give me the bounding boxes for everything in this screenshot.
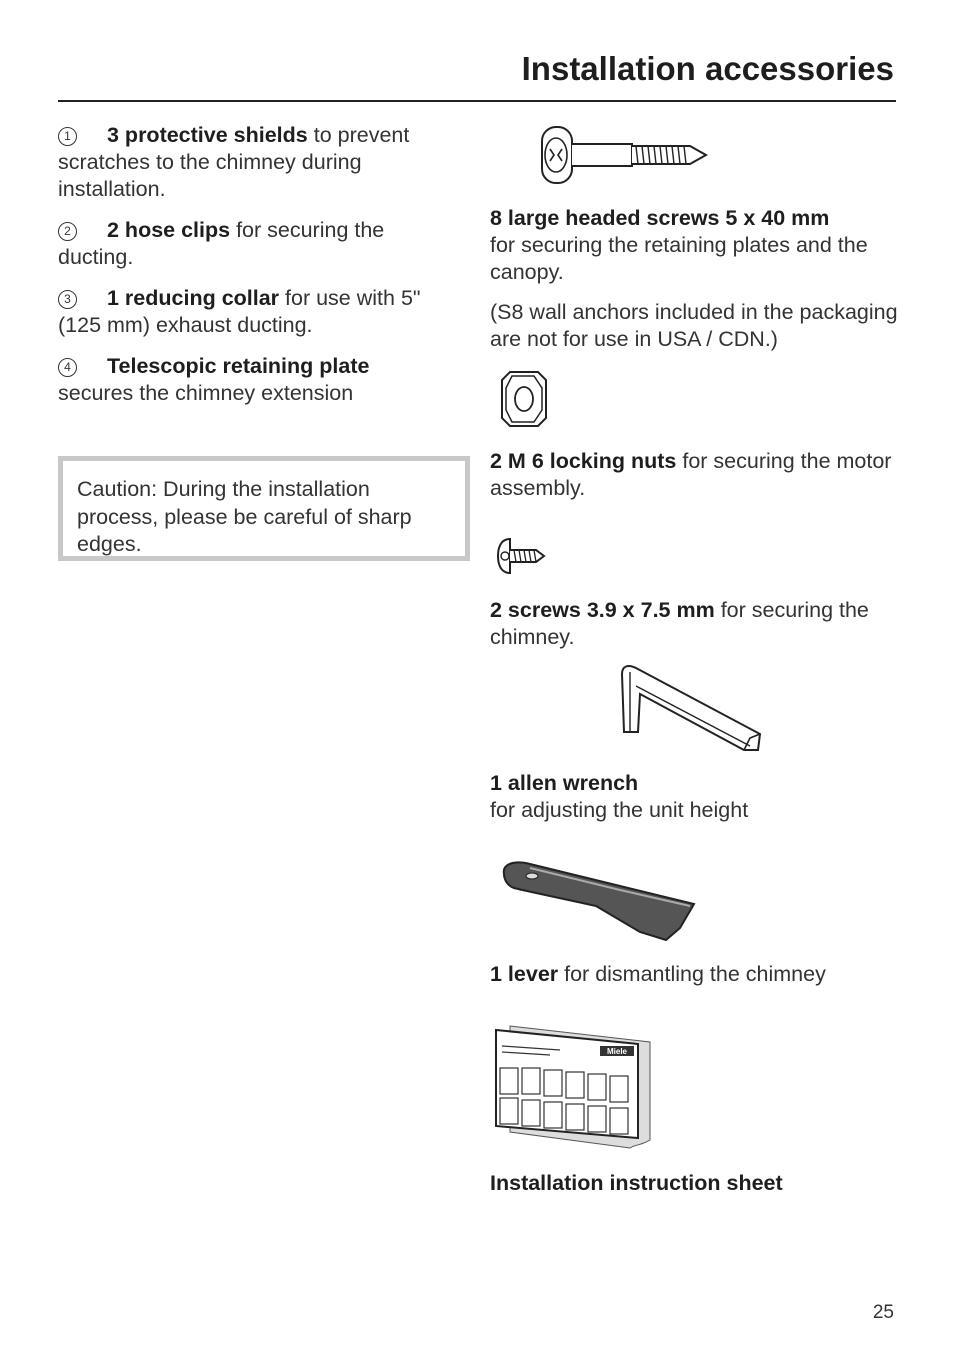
item-number-4: 4 bbox=[58, 358, 77, 377]
item-title: 3 protective shields bbox=[107, 123, 308, 147]
item-title: Installation instruction sheet bbox=[490, 1171, 783, 1195]
item-title: 2 hose clips bbox=[107, 218, 231, 242]
caution-box bbox=[58, 456, 470, 561]
lever-icon bbox=[500, 858, 696, 944]
caution-text: Caution: During the installation process, please be careful of sharp edges. bbox=[77, 477, 412, 556]
svg-text:Miele: Miele bbox=[606, 1047, 628, 1056]
accessory-list bbox=[58, 122, 458, 421]
item-title: 2 M 6 locking nuts bbox=[490, 449, 677, 473]
wall-anchor-note: (S8 wall anchors included in the packaging are not for use in USA / CDN.) bbox=[490, 300, 898, 351]
instruction-sheet-icon bbox=[490, 1022, 658, 1150]
allen-wrench-icon bbox=[616, 660, 768, 756]
item-description: secures the chimney extension bbox=[58, 381, 354, 405]
list-item-retaining-plate bbox=[58, 353, 458, 407]
item-description: to prevent scratches to the chimney during installation. bbox=[58, 123, 410, 201]
small-screw-icon bbox=[494, 537, 546, 575]
title-divider bbox=[58, 100, 896, 102]
item-title: 1 lever bbox=[490, 962, 559, 986]
item-locking-nuts bbox=[490, 448, 910, 502]
item-instruction-sheet bbox=[490, 1170, 910, 1197]
item-title: Telescopic retaining plate bbox=[107, 354, 370, 378]
item-description: for dismantling the chimney bbox=[558, 962, 826, 986]
item-lever bbox=[490, 961, 910, 988]
list-item-reducing-collar bbox=[58, 285, 458, 339]
item-small-screws bbox=[490, 597, 910, 651]
item-number-1: 1 bbox=[58, 127, 77, 146]
item-description: for securing the retaining plates and the canopy. bbox=[490, 233, 868, 284]
list-item-protective-shields bbox=[58, 122, 458, 203]
item-description: for securing the motor assembly. bbox=[490, 449, 892, 500]
page-number: 25 bbox=[872, 1302, 894, 1323]
item-title: 1 allen wrench bbox=[490, 771, 639, 795]
item-description: for adjusting the unit height bbox=[490, 798, 749, 822]
item-title: 2 screws 3.9 x 7.5 mm bbox=[490, 598, 715, 622]
item-title: 8 large headed screws 5 x 40 mm bbox=[490, 206, 830, 230]
page-title: Installation accessories bbox=[521, 50, 894, 87]
locking-nut-icon bbox=[498, 370, 550, 428]
item-number-3: 3 bbox=[58, 290, 77, 309]
item-description: for use with 5" (125 mm) exhaust ducting. bbox=[58, 286, 421, 337]
item-description: for securing the ducting. bbox=[58, 218, 385, 269]
item-description: for securing the chimney. bbox=[490, 598, 869, 649]
list-item-hose-clips bbox=[58, 217, 458, 271]
item-large-screws bbox=[490, 205, 910, 353]
item-allen-wrench bbox=[490, 770, 910, 824]
large-screw-icon bbox=[540, 122, 710, 188]
item-number-2: 2 bbox=[58, 222, 77, 241]
item-title: 1 reducing collar bbox=[107, 286, 280, 310]
